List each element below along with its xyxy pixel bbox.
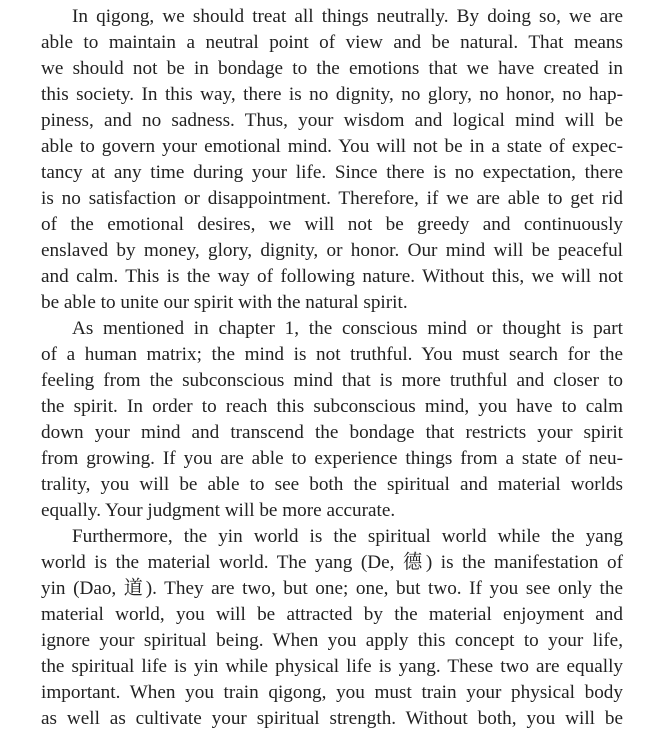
text-line: and calm. This is the way of following nature. Without this, we will not (41, 266, 623, 287)
paragraph-subconscious-mind (41, 316, 623, 524)
paragraph-neutrality (41, 4, 623, 316)
text-line: In qigong, we should treat all things neutrally. By doing so, we are (72, 6, 623, 27)
text-line: from growing. If you are able to experience things from a state of neu- (41, 448, 623, 469)
text-line: equally. Your judgment will be more accurate. (41, 500, 396, 521)
text-line: tancy at any time during your life. Since there is no expectation, there (41, 162, 623, 183)
text-line: the spiritual life is yin while physical life is yang. These two are equally (41, 656, 623, 677)
text-line: important. When you train qigong, you must train your physical body (41, 682, 623, 703)
text-line: able to maintain a neutral point of view and be natural. That means (41, 32, 623, 53)
text-line: material world, you will be attracted by the material enjoyment and (41, 604, 623, 625)
text-line: able to govern your emotional mind. You will not be in a state of expec- (41, 136, 623, 157)
paragraph-yin-yang (41, 524, 623, 732)
text-line: of a human matrix; the mind is not truthful. You must search for the (41, 344, 623, 365)
text-line: feeling from the subconscious mind that is more truthful and closer to (41, 370, 623, 391)
text-line: ignore your spiritual being. When you apply this concept to your life, (41, 630, 623, 651)
text-line: down your mind and transcend the bondage that restricts your spirit (41, 422, 623, 443)
text-line: of the emotional desires, we will not be greedy and continuously (41, 214, 623, 235)
text-line: As mentioned in chapter 1, the conscious mind or thought is part (72, 318, 623, 339)
text-line: yin (Dao, 道). They are two, but one; one, but two. If you see only the (41, 578, 623, 599)
text-line: be able to unite our spirit with the natural spirit. (41, 292, 408, 313)
text-line: the spirit. In order to reach this subconscious mind, you have to calm (41, 396, 623, 417)
document-page (41, 4, 623, 732)
text-line: Furthermore, the yin world is the spiritual world while the yang (72, 526, 623, 547)
text-line: piness, and no sadness. Thus, your wisdom and logical mind will be (41, 110, 623, 131)
text-line: is no satisfaction or disappointment. Therefore, if we are able to get rid (41, 188, 623, 209)
text-line: this society. In this way, there is no dignity, no glory, no honor, no hap- (41, 84, 623, 105)
text-line: trality, you will be able to see both the spiritual and material worlds (41, 474, 623, 495)
text-line: as well as cultivate your spiritual strength. Without both, you will be (41, 708, 623, 729)
text-line: we should not be in bondage to the emotions that we have created in (41, 58, 623, 79)
text-line: enslaved by money, glory, dignity, or honor. Our mind will be peaceful (41, 240, 623, 261)
text-line: world is the material world. The yang (De, 德) is the manifestation of (41, 552, 623, 573)
